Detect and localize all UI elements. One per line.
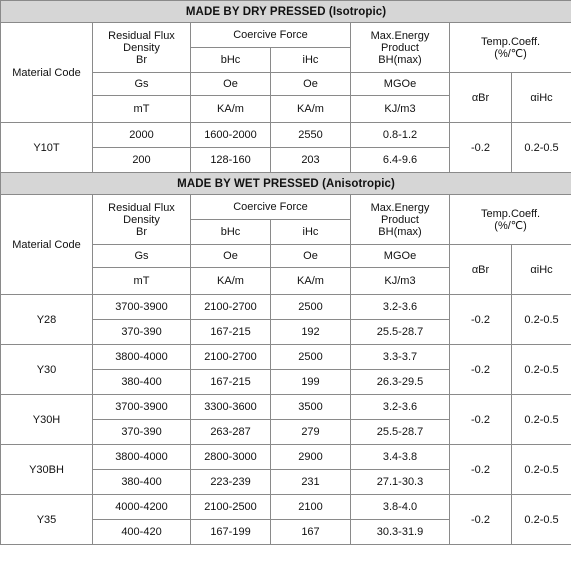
bh-mgoe-cell: 3.8-4.0: [351, 495, 450, 520]
alpha-ihc-cell: 0.2-0.5: [512, 295, 571, 345]
header-row: [1, 195, 571, 220]
bhc-oe-cell: 3300-3600: [191, 395, 271, 420]
ihc-oe-cell: 3500: [271, 395, 351, 420]
material-code-header: Material Code: [1, 195, 93, 295]
unit-oe-ihc: Oe: [271, 73, 351, 96]
bh-kj-cell: 6.4-9.6: [351, 148, 450, 173]
section-title: MADE BY WET PRESSED (Anisotropic): [1, 173, 571, 195]
bh-mgoe-cell: 3.2-3.6: [351, 395, 450, 420]
residual-flux-header-line-2: Density: [123, 213, 160, 226]
ihc-ka-cell: 231: [271, 470, 351, 495]
gs-cell: 3700-3900: [93, 295, 191, 320]
material-code-cell: Y35: [1, 495, 93, 545]
table-row: [1, 495, 571, 520]
alpha-ihc-header: αiHc: [512, 73, 571, 123]
unit-kjm3: KJ/m3: [351, 268, 450, 295]
table-row: [1, 345, 571, 370]
unit-oe-bhc: Oe: [191, 73, 271, 96]
energy-product-header-line-2: Product: [381, 213, 419, 226]
material-code-cell: Y10T: [1, 123, 93, 173]
residual-flux-header: [93, 195, 191, 245]
section-title: MADE BY DRY PRESSED (Isotropic): [1, 1, 571, 23]
unit-gs: Gs: [93, 245, 191, 268]
energy-product-header-line-1: Max.Energy: [370, 29, 430, 42]
residual-flux-header-line-1: Residual Flux: [108, 201, 175, 214]
table-row: [1, 395, 571, 420]
bhc-ka-cell: 167-215: [191, 370, 271, 395]
material-code-cell: Y30: [1, 345, 93, 395]
mt-cell: 380-400: [93, 470, 191, 495]
temp-coeff-header-line-1: Temp.Coeff.: [480, 35, 541, 48]
alpha-br-cell: -0.2: [450, 295, 512, 345]
table-body: [1, 1, 571, 545]
material-code-cell: Y28: [1, 295, 93, 345]
unit-oe-bhc: Oe: [191, 245, 271, 268]
gs-cell: 4000-4200: [93, 495, 191, 520]
alpha-br-cell: -0.2: [450, 345, 512, 395]
bhc-header: bHc: [191, 220, 271, 245]
material-code-cell: Y30BH: [1, 445, 93, 495]
ihc-ka-cell: 203: [271, 148, 351, 173]
unit-kam-ihc: KA/m: [271, 96, 351, 123]
unit-mt: mT: [93, 268, 191, 295]
energy-product-header: [351, 23, 450, 73]
residual-flux-header: [93, 23, 191, 73]
table-row: [1, 123, 571, 148]
ihc-ka-cell: 192: [271, 320, 351, 345]
table-row: [1, 445, 571, 470]
residual-flux-header-line-1: Residual Flux: [108, 29, 175, 42]
bh-kj-cell: 25.5-28.7: [351, 320, 450, 345]
alpha-br-cell: -0.2: [450, 395, 512, 445]
bhc-oe-cell: 2800-3000: [191, 445, 271, 470]
energy-product-header: [351, 195, 450, 245]
bh-kj-cell: 27.1-30.3: [351, 470, 450, 495]
ihc-oe-cell: 2500: [271, 295, 351, 320]
gs-cell: 2000: [93, 123, 191, 148]
unit-kam-bhc: KA/m: [191, 268, 271, 295]
unit-mgoe: MGOe: [351, 73, 450, 96]
alpha-br-cell: -0.2: [450, 123, 512, 173]
alpha-ihc-cell: 0.2-0.5: [512, 345, 571, 395]
alpha-ihc-cell: 0.2-0.5: [512, 445, 571, 495]
unit-kam-bhc: KA/m: [191, 96, 271, 123]
energy-product-header-line-3: BH(max): [378, 225, 422, 238]
temp-coeff-header-line-2: (%/℃): [494, 47, 527, 60]
temp-coeff-header-line-1: Temp.Coeff.: [480, 207, 541, 220]
alpha-ihc-cell: 0.2-0.5: [512, 495, 571, 545]
bhc-ka-cell: 167-199: [191, 520, 271, 545]
alpha-ihc-cell: 0.2-0.5: [512, 123, 571, 173]
bhc-header: bHc: [191, 48, 271, 73]
section-title-row: [1, 173, 571, 195]
bhc-ka-cell: 128-160: [191, 148, 271, 173]
bh-mgoe-cell: 0.8-1.2: [351, 123, 450, 148]
gs-cell: 3700-3900: [93, 395, 191, 420]
ihc-oe-cell: 2100: [271, 495, 351, 520]
bh-mgoe-cell: 3.4-3.8: [351, 445, 450, 470]
unit-oe-ihc: Oe: [271, 245, 351, 268]
material-code-header: Material Code: [1, 23, 93, 123]
coercive-force-header: Coercive Force: [191, 195, 351, 220]
ihc-ka-cell: 167: [271, 520, 351, 545]
energy-product-header-line-2: Product: [381, 41, 419, 54]
energy-product-header-line-3: BH(max): [378, 53, 422, 66]
residual-flux-header-line-3: Br: [136, 53, 147, 66]
energy-product-header-line-1: Max.Energy: [370, 201, 430, 214]
gs-cell: 3800-4000: [93, 345, 191, 370]
bhc-oe-cell: 2100-2700: [191, 295, 271, 320]
bhc-oe-cell: 1600-2000: [191, 123, 271, 148]
temp-coeff-header: [450, 23, 571, 73]
ihc-header: iHc: [271, 48, 351, 73]
residual-flux-header-line-2: Density: [123, 41, 160, 54]
alpha-br-cell: -0.2: [450, 445, 512, 495]
bh-mgoe-cell: 3.2-3.6: [351, 295, 450, 320]
bhc-ka-cell: 223-239: [191, 470, 271, 495]
mt-cell: 370-390: [93, 420, 191, 445]
ihc-ka-cell: 279: [271, 420, 351, 445]
mt-cell: 370-390: [93, 320, 191, 345]
alpha-br-header: αBr: [450, 245, 512, 295]
coercive-force-header: Coercive Force: [191, 23, 351, 48]
alpha-br-cell: -0.2: [450, 495, 512, 545]
temp-coeff-header-line-2: (%/℃): [494, 219, 527, 232]
ihc-header: iHc: [271, 220, 351, 245]
section-title-row: [1, 1, 571, 23]
gs-cell: 3800-4000: [93, 445, 191, 470]
mt-cell: 380-400: [93, 370, 191, 395]
mt-cell: 400-420: [93, 520, 191, 545]
material-code-cell: Y30H: [1, 395, 93, 445]
header-row: [1, 23, 571, 48]
unit-kjm3: KJ/m3: [351, 96, 450, 123]
bh-kj-cell: 30.3-31.9: [351, 520, 450, 545]
alpha-ihc-header: αiHc: [512, 245, 571, 295]
ihc-ka-cell: 199: [271, 370, 351, 395]
ihc-oe-cell: 2550: [271, 123, 351, 148]
bhc-ka-cell: 263-287: [191, 420, 271, 445]
bhc-oe-cell: 2100-2700: [191, 345, 271, 370]
bh-kj-cell: 25.5-28.7: [351, 420, 450, 445]
residual-flux-header-line-3: Br: [136, 225, 147, 238]
mt-cell: 200: [93, 148, 191, 173]
alpha-ihc-cell: 0.2-0.5: [512, 395, 571, 445]
temp-coeff-header: [450, 195, 571, 245]
bh-kj-cell: 26.3-29.5: [351, 370, 450, 395]
unit-kam-ihc: KA/m: [271, 268, 351, 295]
table-row: [1, 295, 571, 320]
ihc-oe-cell: 2900: [271, 445, 351, 470]
unit-mgoe: MGOe: [351, 245, 450, 268]
unit-mt: mT: [93, 96, 191, 123]
bhc-oe-cell: 2100-2500: [191, 495, 271, 520]
unit-gs: Gs: [93, 73, 191, 96]
bh-mgoe-cell: 3.3-3.7: [351, 345, 450, 370]
ihc-oe-cell: 2500: [271, 345, 351, 370]
bhc-ka-cell: 167-215: [191, 320, 271, 345]
alpha-br-header: αBr: [450, 73, 512, 123]
